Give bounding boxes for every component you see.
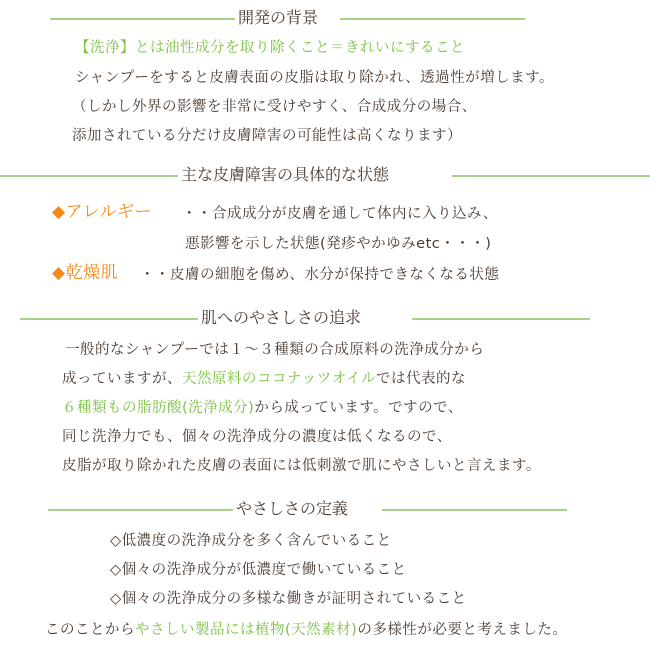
gentleness-line-4: 同じ洗浄力でも、個々の洗浄成分の濃度は低くなるので、 bbox=[62, 429, 452, 445]
section-title: やさしさの定義 bbox=[234, 497, 350, 521]
gentleness-line-2-a: 成っていますが、 bbox=[62, 371, 182, 387]
plant-products-highlight: やさしい製品には植物(天然素材) bbox=[135, 622, 358, 638]
conclusion-a: このことから bbox=[45, 622, 135, 638]
divider-line bbox=[20, 318, 198, 320]
gentleness-line-3 bbox=[62, 397, 463, 419]
gentleness-line-5: 皮脂が取り除かれた皮膚の表面には低刺激で肌にやさしいと言えます。 bbox=[62, 458, 541, 474]
coconut-oil-highlight: 天然原料のココナッツオイル bbox=[182, 371, 376, 387]
section-header-gentleness bbox=[0, 306, 650, 330]
background-line-4: 添加されている分だけ皮膚障害の可能性は高くなります） bbox=[72, 128, 462, 144]
divider-line bbox=[0, 175, 178, 177]
section-title: 開発の背景 bbox=[236, 6, 320, 30]
definition-conclusion bbox=[45, 619, 567, 641]
background-line-1: 【洗浄】とは油性成分を取り除くこと＝きれいにすること bbox=[75, 40, 465, 56]
section-header-skin-troubles bbox=[0, 163, 650, 187]
background-line-3: （しかし外界の影響を非常に受けやすく、合成成分の場合、 bbox=[72, 99, 477, 115]
gentleness-line-3-b: から成っています。ですので、 bbox=[254, 400, 463, 416]
gentleness-line-1: 一般的なシャンプーでは１～３種類の合成原料の洗浄成分から bbox=[65, 342, 485, 358]
definition-item-2: ◇個々の洗浄成分が低濃度で働いていること bbox=[110, 562, 407, 578]
section-title: 肌へのやさしさの追求 bbox=[199, 306, 363, 330]
gentleness-line-2-c: では代表的な bbox=[375, 371, 466, 387]
divider-line bbox=[340, 18, 525, 20]
divider-line bbox=[382, 509, 567, 511]
dry-skin-text: ・・皮膚の細胞を傷め、水分が保持できなくなる状態 bbox=[140, 267, 500, 283]
allergy-text-1: ・・合成成分が皮膚を通して体内に入り込み、 bbox=[182, 206, 498, 222]
divider-line bbox=[48, 509, 233, 511]
section-header-background bbox=[0, 6, 650, 30]
divider-line bbox=[50, 18, 235, 20]
divider-line bbox=[412, 318, 590, 320]
conclusion-c: の多様性が必要と考えました。 bbox=[357, 622, 568, 638]
dry-skin-label: ◆乾燥肌 bbox=[52, 263, 119, 283]
gentleness-line-2 bbox=[62, 368, 466, 390]
section-header-definition bbox=[0, 497, 650, 521]
fatty-acid-highlight: ６種類もの脂肪酸(洗浄成分) bbox=[62, 400, 255, 416]
allergy-label: ◆アレルギー bbox=[52, 202, 152, 222]
allergy-text-2: 悪影響を示した状態(発疹やかゆみetc・・・) bbox=[185, 236, 492, 252]
definition-item-3: ◇個々の洗浄成分の多様な働きが証明されていること bbox=[110, 591, 467, 607]
section-title: 主な皮膚障害の具体的な状態 bbox=[179, 163, 391, 187]
divider-line bbox=[452, 175, 650, 177]
definition-item-1: ◇低濃度の洗浄成分を多く含んでいること bbox=[110, 533, 392, 549]
background-line-2: シャンプーをすると皮膚表面の皮脂は取り除かれ、透過性が増します。 bbox=[75, 70, 554, 86]
